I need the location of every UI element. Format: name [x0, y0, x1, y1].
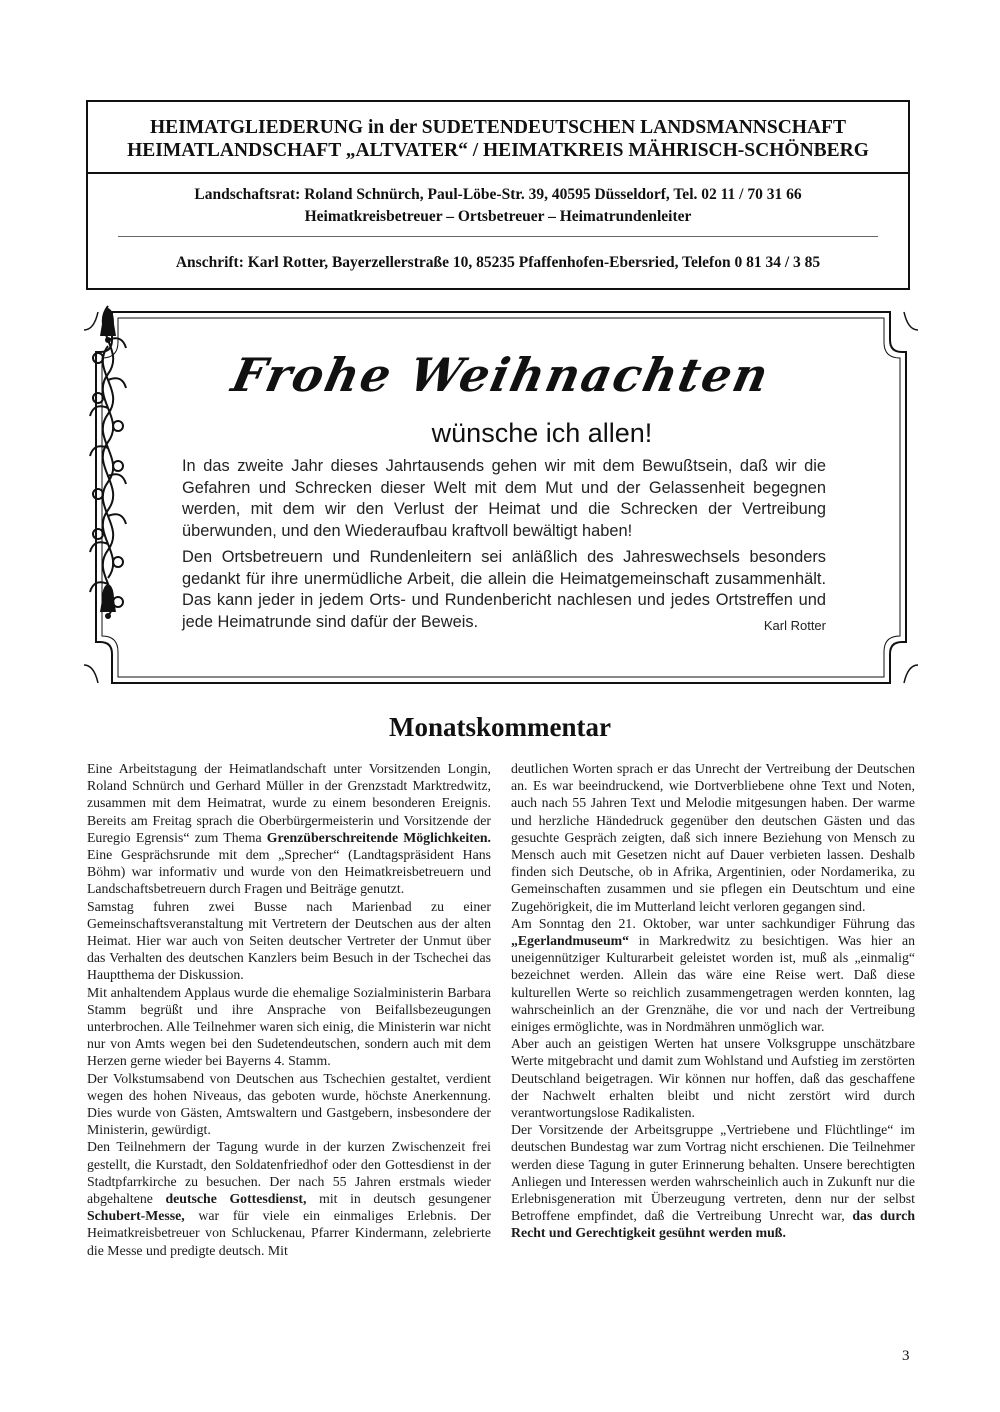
text-run: in Markredwitz zu besichtigen. Was hier an uneigennütziger Kulturarbeit geleistet worden ist, muß als „einmalig“ bezeichnet werden. Allein das wäre eine Reise wert. Daß diese kulturellen Werte so reichlich zusammengetragen werden konnten, lag wahrscheinlich an der Grenznähe, die vor und nach der Vertreibung einiges ermöglichte, was in Nordmähren unmöglich war. — [511, 933, 915, 1035]
commentary-paragraph: deutlichen Worten sprach er das Unrecht der Vertreibung der Deutschen an. Es war beeindruckend, wie Dortverbliebene ohne Text und Noten, auch nach 55 Jahren Text und Melodie mitgesungen haben. Der warme und herzliche Händedruck gegenüber den deutschen Gästen und das gesuchte Gespräch zeigten, daß sich innere Beziehung von Mensch zu Mensch auch mit Gesetzen nicht auf Dauer verbieten lassen. Deshalb finden sich Deutsche, ob in Afrika, Argentinien, oder Nordamerika, zu Gemeinschaften zusammen und sie pflegen ein Deutschtum und eine Zugehörigkeit, die im Mutterland leicht verloren gegangen sind. — [511, 761, 915, 914]
masthead-title — [88, 116, 908, 162]
bold-text-run: Grenzüberschreitende Möglichkeiten. — [266, 829, 492, 845]
bold-text-run: Schubert-Messe, — [87, 1208, 185, 1224]
bold-text-run: deutsche Gottesdienst, — [165, 1191, 307, 1207]
commentary-paragraph — [87, 760, 491, 898]
text-run: Eine Arbeitstagung der Heimatlandschaft unter Vorsitzenden Longin, Roland Schnürch und Gerhard Müller in der Grenzstadt Marktredwitz, zusammen mit dem Heimatrat, wurde zu einem besonderen Ereignis. Bereits am Freitag sprach die Oberbürgermeisterin und Vorsitzende der Euregio Egrensis“ zum Thema — [87, 761, 491, 845]
address-line: Anschrift: Karl Rotter, Bayerzellerstraße 10, 85235 Pfaffenhofen-Ebersried, Telefon 0 81 34 / 3 85 — [175, 254, 821, 271]
christmas-greeting-box — [84, 300, 918, 695]
greeting-paragraph-text: Den Ortsbetreuern und Rundenleitern sei anläßlich des Jahreswechsels besonders gedankt für ihre unermüdliche Arbeit, die allein die Heimatgemeinschaft zusammenhält. Das kann jeder in jedem Orts- und Rundenbericht nachlesen und jedes Ortstreffen und jede Heimatrunde sind dafür der Beweis. — [182, 547, 826, 631]
commentary-paragraph: Mit anhaltendem Applaus wurde die ehemalige Sozialministerin Barbara Stamm begrüßt und ihre Ansprache von Beifallsbezeugungen unterbrochen. Alle Teilnehmer waren sich einig, die Ministerin war nicht nur von Amts wegen bei den Sudetendeutschen, sondern auch mit dem Herzen gerne wieder bei Bayerns 4. Stamm. — [87, 984, 491, 1069]
commentary-paragraph: Samstag fuhren zwei Busse nach Marienbad zu einer Gemeinschaftsveranstaltung mit Vertretern der Deutschen aus der alten Heimat. Hier war auch von Seiten deutscher Vertreter der Unmut über das Verhalten des deutschen Kanzlers beim Besuch in der Tschechei das Hauptthema der Diskussion. — [87, 898, 491, 983]
greeting-signature: Karl Rotter — [763, 617, 826, 633]
commentary-title: Monatskommentar — [389, 712, 611, 742]
greeting-heading: Frohe Weihnachten — [227, 348, 775, 402]
bold-text-run: das durch Recht und Gerechtigkeit gesühnt werden muß. — [511, 1208, 915, 1241]
commentary-column-right — [511, 760, 915, 1242]
masthead-title-line1: HEIMATGLIEDERUNG in der SUDETENDEUTSCHEN LANDSMANNSCHAFT — [150, 117, 846, 138]
roles-line: Heimatkreisbetreuer – Ortsbetreuer – Heimatrundenleiter — [304, 208, 692, 225]
bold-text-run: „Egerlandmuseum“ — [511, 933, 630, 949]
text-run: Eine Gesprächsrunde mit dem „Sprecher“ (Landtagspräsident Hans Böhm) war informativ und wurde von den Heimatkreisbetreuern und Landschaftsbetreuern durch Fragen und Beiträge genutzt. — [87, 847, 491, 897]
commentary-paragraph — [511, 1121, 915, 1241]
commentary-paragraph — [511, 915, 915, 1035]
commentary-paragraph: Aber auch an geistigen Werten hat unsere Volksgruppe unschätzbare Werte mitgebracht und damit zum Wohlstand und Aufstieg im zerstörten Deutschland beigetragen. Wir können nur hoffen, daß das geschaffene der Nachwelt erhalten bleibt und nicht zerstört wird durch verantwortungslose Radikalisten. — [511, 1036, 915, 1121]
greeting-paragraph: In das zweite Jahr dieses Jahrtausends gehen wir mit dem Bewußtsein, daß wir die Gefahren und Schrecken dieser Welt mit dem Mut und der Gelassenheit begegnen werden, mit dem wir den Verlust der Heimat und die Schrecken der Vertreibung überwunden, und den Wiederaufbau kraftvoll bewältigt haben! — [182, 457, 826, 541]
greeting-paragraph — [182, 547, 826, 634]
text-run: mit in deutsch gesungener — [306, 1191, 491, 1207]
masthead-subheader — [88, 184, 908, 228]
text-run: war für viele ein einmaliges Erlebnis. Der Heimatkreisbetreuer von Schluckenau, Pfarrer Kindermann, zelebrierte die Messe und predigte deutsch. Mit — [87, 1208, 491, 1258]
masthead-thin-divider — [118, 236, 878, 237]
council-line: Landschaftsrat: Roland Schnürch, Paul-Löbe-Str. 39, 40595 Düsseldorf, Tel. 02 11 / 70 31 66 — [194, 186, 802, 203]
masthead-title-line2: HEIMATLANDSCHAFT „ALTVATER“ / HEIMATKREIS MÄHRISCH-SCHÖNBERG — [127, 140, 869, 161]
commentary-column-left — [87, 760, 491, 1259]
page-number: 3 — [902, 1348, 910, 1364]
commentary-paragraph: Der Volkstumsabend von Deutschen aus Tschechien gestaltet, verdient wegen des hohen Niveaus, das geboten wurde, höchste Anerkennung. Dies wurde von Gästen, Amtswaltern und Gastgebern, insbesondere der Ministerin, gewürdigt. — [87, 1070, 491, 1138]
text-run: Der Vorsitzende der Arbeitsgruppe „Vertriebene und Flüchtlinge“ im deutschen Bundestag war zum Vortrag nicht erschienen. Die Teilnehmer werden diese Tagung in guter Erinnerung behalten. Unsere berechtigten Anliegen und Interessen werden wahrscheinlich auch in Zukunft nur die Erlebnisgeneration mit Überzeugung vertreten, denn nur der selbst Betroffene empfindet, daß die Vertreibung Unrecht war, — [511, 1122, 915, 1224]
text-run: Am Sonntag den 21. Oktober, war unter sachkundiger Führung das — [511, 915, 915, 931]
masthead-box — [86, 100, 910, 290]
right-floral-ornament-with-bell-icon — [84, 300, 132, 620]
text-run: Den Teilnehmern der Tagung wurde in der kurzen Zwischenzeit frei gestellt, die Kurstadt, den Soldatenfriedhof oder den Gottesdienst in der Stadtpfarrkirche zu besuchen. Der nach 55 Jahren erstmals wieder abgehaltene — [87, 1139, 491, 1207]
greeting-subline: wünsche ich allen! — [431, 418, 653, 448]
greeting-body — [182, 456, 826, 638]
commentary-paragraph — [87, 1138, 491, 1258]
masthead-divider — [88, 172, 908, 174]
